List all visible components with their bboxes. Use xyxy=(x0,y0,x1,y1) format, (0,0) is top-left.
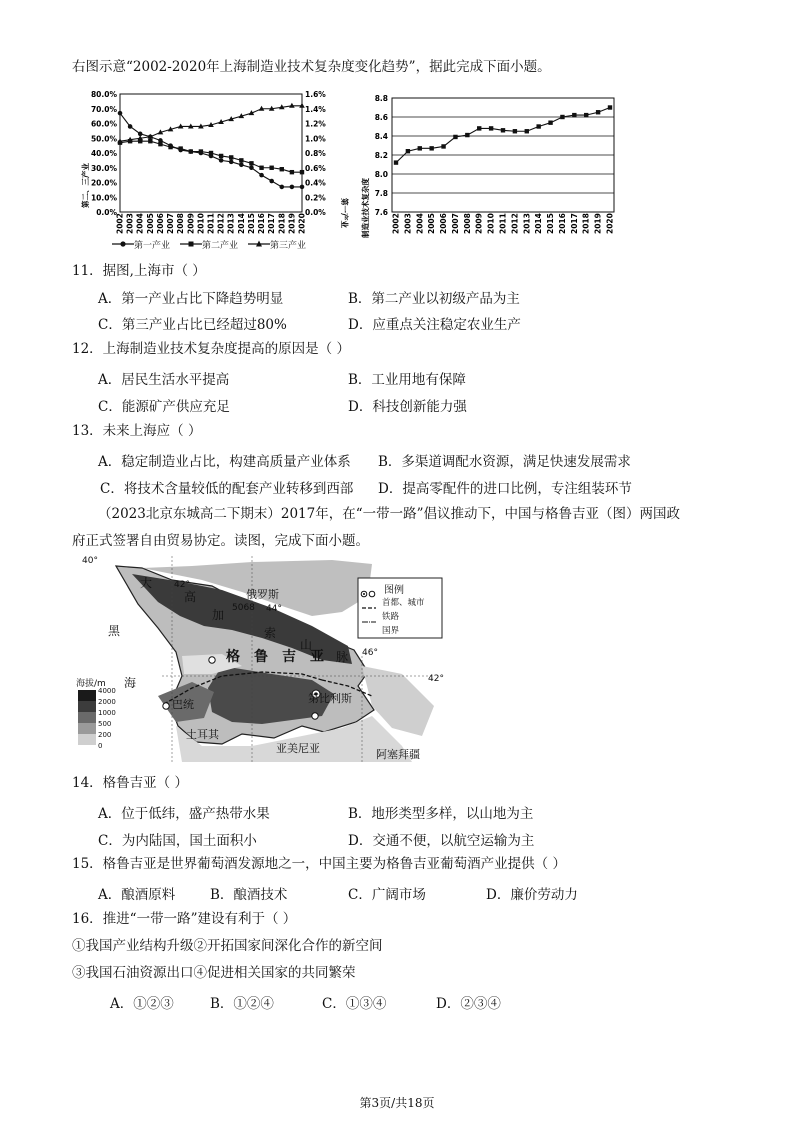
data-point xyxy=(453,135,457,139)
x-tick: 2020 xyxy=(297,213,307,234)
x-tick: 2016 xyxy=(557,213,567,234)
x-tick: 2014 xyxy=(236,213,246,234)
x-tick: 2003 xyxy=(125,213,135,234)
q12-option-d[interactable]: D．科技创新能力强 xyxy=(348,399,467,415)
tbilisi-label: 第比利斯 xyxy=(308,692,352,705)
data-point xyxy=(158,142,162,146)
q14-option-b[interactable]: B．地形类型多样，以山地为主 xyxy=(348,806,534,822)
x-tick: 2011 xyxy=(206,213,216,234)
lat-42: 42° xyxy=(428,674,444,684)
data-point xyxy=(465,133,469,137)
data-point xyxy=(300,170,304,174)
data-point xyxy=(128,124,133,129)
x-tick: 2010 xyxy=(196,213,206,234)
data-point xyxy=(501,128,505,132)
q13-option-b[interactable]: B．多渠道调配水资源，满足快速发展需求 xyxy=(378,454,631,470)
y-right-tick: 0.6% xyxy=(305,163,326,173)
mountain-label-6: 脉 xyxy=(336,650,349,664)
legend-title: 图例 xyxy=(384,585,404,596)
legend-primary xyxy=(112,238,170,251)
data-point xyxy=(572,113,576,117)
data-point xyxy=(229,155,233,159)
lon-42: 42° xyxy=(174,580,190,590)
data-point xyxy=(489,126,493,130)
data-point xyxy=(239,158,243,162)
y-left-tick: 0.0% xyxy=(96,208,117,217)
x-tick: 2009 xyxy=(186,213,196,234)
data-point xyxy=(525,129,529,133)
x-tick: 2014 xyxy=(534,213,544,234)
data-point xyxy=(536,124,540,128)
data-point xyxy=(418,146,422,150)
q14-option-d[interactable]: D．交通不便，以航空运输为主 xyxy=(348,833,535,849)
mountain-label-5: 山 xyxy=(300,638,313,652)
data-point xyxy=(259,173,264,178)
data-point xyxy=(394,160,398,164)
armenia-label: 亚美尼亚 xyxy=(276,742,320,755)
q15-option-a[interactable]: A．酿酒原料 xyxy=(98,887,176,903)
q16-option-b[interactable]: B．①②④ xyxy=(210,996,274,1012)
x-tick: 2015 xyxy=(546,213,556,234)
lon-46: 46° xyxy=(362,648,378,658)
x-tick: 2011 xyxy=(498,213,508,234)
y-left-tick: 60.0% xyxy=(90,119,117,129)
azerbaijan-label: 阿塞拜疆 xyxy=(376,748,420,761)
y-tick: 8.8 xyxy=(374,94,388,103)
data-point xyxy=(477,126,481,130)
y-left-tick: 30.0% xyxy=(90,163,117,173)
industry-share-chart xyxy=(80,88,349,258)
russia-label: 俄罗斯 xyxy=(246,588,279,601)
tech-complexity-chart xyxy=(354,88,624,248)
x-tick: 2018 xyxy=(277,213,287,234)
x-tick: 2012 xyxy=(216,213,226,234)
question-13: 13．未来上海应（ ） xyxy=(72,423,202,439)
data-point xyxy=(199,149,203,153)
data-point xyxy=(513,129,517,133)
data-point xyxy=(608,105,612,109)
q13-option-c[interactable]: C．将技术含量较低的配套产业转移到西部 xyxy=(100,481,354,497)
y-tick: 8.2 xyxy=(374,151,388,160)
q16-statements-1: ①我国产业结构升级②开拓国家间深化合作的新空间 xyxy=(72,938,383,954)
data-point xyxy=(269,166,273,170)
y-right-tick: 0.0% xyxy=(305,208,326,217)
y-tick: 8.6 xyxy=(374,113,388,122)
y-left-tick: 10.0% xyxy=(90,193,117,203)
page-footer: 第3页/共18页 xyxy=(359,1096,435,1110)
legend-secondary xyxy=(180,238,238,251)
x-tick: 2003 xyxy=(403,213,413,234)
intro-2a: （2023北京东城高二下期末）2017年，在“一带一路”倡议推动下，中国与格鲁吉亚（图）两国政 xyxy=(98,506,681,522)
x-tick: 2019 xyxy=(593,213,603,234)
black-sea-label: 黑 xyxy=(108,624,121,638)
y-left-tick: 50.0% xyxy=(90,134,117,144)
right-axis-label: 第一产业 xyxy=(340,198,349,228)
x-tick: 2017 xyxy=(569,213,579,234)
data-point xyxy=(229,160,234,165)
x-tick: 2004 xyxy=(135,213,145,234)
q11-option-d[interactable]: D．应重点关注稳定农业生产 xyxy=(348,317,521,333)
y-tick: 7.6 xyxy=(374,208,388,217)
data-point xyxy=(406,149,410,153)
legend-railway: 铁路 xyxy=(382,612,400,622)
elev-tick: 0 xyxy=(98,742,103,750)
x-tick: 2013 xyxy=(522,213,532,234)
georgia-label: 格 鲁 吉 亚 xyxy=(226,649,324,665)
question-15: 15．格鲁吉亚是世界葡萄酒发源地之一，中国主要为格鲁吉亚葡萄酒产业提供（ ） xyxy=(72,856,566,872)
legend-square-icon xyxy=(180,240,202,248)
x-tick: 2018 xyxy=(581,213,591,234)
data-point xyxy=(219,154,223,158)
y-right-tick: 1.0% xyxy=(305,134,326,144)
y-left-tick: 80.0% xyxy=(90,90,117,99)
data-point xyxy=(300,185,305,190)
x-tick: 2004 xyxy=(415,213,425,234)
question-12: 12．上海制造业技术复杂度提高的原因是（ ） xyxy=(72,341,350,357)
x-tick: 2005 xyxy=(145,213,155,234)
x-tick: 2008 xyxy=(176,213,186,234)
data-point xyxy=(148,139,152,143)
elevation-ticks xyxy=(98,686,116,752)
chart-legend xyxy=(112,238,306,251)
question-16: 16．推进“一带一路”建设有利于（ ） xyxy=(72,911,297,927)
q15-option-d[interactable]: D．廉价劳动力 xyxy=(486,887,578,903)
question-14: 14．格鲁吉亚（ ） xyxy=(72,775,188,791)
x-tick: 2008 xyxy=(462,213,472,234)
legend-circle-icon xyxy=(112,240,134,248)
q15-option-b[interactable]: B．酿酒技术 xyxy=(210,887,288,903)
complexity-line xyxy=(396,108,610,163)
legend-triangle-icon xyxy=(248,240,270,248)
data-point xyxy=(596,110,600,114)
data-point xyxy=(560,115,564,119)
y-right-tick: 0.4% xyxy=(305,178,326,188)
x-tick: 2002 xyxy=(115,213,125,234)
q12-option-c[interactable]: C．能源矿产供应充足 xyxy=(98,399,230,415)
elevation-title: 海拔/m xyxy=(76,679,106,689)
x-tick: 2020 xyxy=(605,213,615,234)
y-right-tick: 1.6% xyxy=(305,90,326,99)
elev-tick: 1000 xyxy=(98,709,116,717)
intro-text: 右图示意“2002-2020年上海制造业技术复杂度变化趋势”，据此完成下面小题。 xyxy=(72,59,551,75)
data-point xyxy=(259,166,263,170)
x-tick: 2019 xyxy=(287,213,297,234)
q13-option-d[interactable]: D．提高零配件的进口比例，专注组装环节 xyxy=(378,481,632,497)
data-point xyxy=(209,151,213,155)
data-point xyxy=(290,170,294,174)
data-point xyxy=(269,179,274,184)
q16-option-a[interactable]: A．①②③ xyxy=(110,996,174,1012)
x-tick: 2005 xyxy=(427,213,437,234)
y-tick: 8.4 xyxy=(374,132,388,141)
x-tick: 2017 xyxy=(267,213,277,234)
legend-label: 第二产业 xyxy=(202,241,239,251)
x-tick: 2006 xyxy=(439,213,449,234)
data-point xyxy=(279,185,284,190)
data-point xyxy=(249,165,254,170)
legend-city: 首都、城市 xyxy=(382,598,425,608)
sea-label: 海 xyxy=(124,676,137,690)
mountain-label-2: 高 xyxy=(184,590,197,604)
peak-elevation: 5068 xyxy=(232,603,255,613)
data-point xyxy=(280,167,284,171)
y-left-tick: 70.0% xyxy=(90,104,117,114)
complexity-axis-label: 制造业技术复杂度 xyxy=(361,178,370,238)
q11-option-b[interactable]: B．第二产业以初级产品为主 xyxy=(348,291,520,307)
q12-option-b[interactable]: B．工业用地有保障 xyxy=(348,372,466,388)
x-tick: 2012 xyxy=(510,213,520,234)
x-tick: 2009 xyxy=(474,213,484,234)
y-left-tick: 40.0% xyxy=(90,149,117,158)
legend-border: 国界 xyxy=(382,626,400,636)
q13-option-a[interactable]: A．稳定制造业占比，构建高质量产业体系 xyxy=(98,454,351,470)
legend-tertiary xyxy=(248,238,306,251)
q15-option-c[interactable]: C．广阔市场 xyxy=(348,887,426,903)
data-point xyxy=(219,158,224,163)
x-tick: 2013 xyxy=(226,213,236,234)
y-right-tick: 0.2% xyxy=(305,193,326,203)
mountain-label-4: 索 xyxy=(264,626,277,640)
y-right-tick: 1.4% xyxy=(305,104,326,114)
data-point xyxy=(441,144,445,148)
data-point xyxy=(189,149,193,153)
lat-40: 40° xyxy=(82,556,98,566)
q11-option-c[interactable]: C．第三产业占比已经超过80% xyxy=(98,317,287,333)
turkey-label: 土耳其 xyxy=(186,728,219,741)
mountain-label-1: 大 xyxy=(140,576,153,590)
x-tick: 2015 xyxy=(246,213,256,234)
question-11: 11．据图,上海市（ ） xyxy=(72,263,206,279)
q12-option-a[interactable]: A．居民生活水平提高 xyxy=(98,372,230,388)
batumi-label: 巴统 xyxy=(172,698,194,711)
data-point xyxy=(249,161,253,165)
mountain-label-3: 加 xyxy=(212,608,225,622)
data-point xyxy=(290,185,295,190)
y-right-tick: 1.2% xyxy=(305,119,326,129)
data-point xyxy=(178,146,182,150)
data-point xyxy=(548,121,552,125)
elev-tick: 200 xyxy=(98,731,112,739)
y-left-tick: 20.0% xyxy=(90,178,117,188)
legend-label: 第一产业 xyxy=(134,241,171,251)
q16-option-d[interactable]: D．②③④ xyxy=(436,996,501,1012)
data-point xyxy=(429,146,433,150)
q14-option-a[interactable]: A．位于低纬，盛产热带水果 xyxy=(98,806,270,822)
y-tick: 8.0 xyxy=(374,170,388,179)
q11-option-a[interactable]: A．第一产业占比下降趋势明显 xyxy=(98,291,284,307)
y-right-tick: 0.8% xyxy=(305,149,326,158)
elev-tick: 4000 xyxy=(98,687,116,695)
q16-option-c[interactable]: C．①③④ xyxy=(322,996,387,1012)
legend-label: 第三产业 xyxy=(270,241,307,251)
data-point xyxy=(168,145,172,149)
x-tick: 2002 xyxy=(391,213,401,234)
intro-2b: 府正式签署自由贸易协定。读图，完成下面小题。 xyxy=(72,533,369,549)
x-tick: 2007 xyxy=(450,213,460,234)
y-tick: 7.8 xyxy=(374,189,388,198)
data-point xyxy=(239,163,244,168)
data-point xyxy=(118,111,123,116)
lon-44: 44° xyxy=(266,604,282,614)
q14-option-c[interactable]: C．为内陆国，国土面积小 xyxy=(98,833,257,849)
elevation-legend xyxy=(78,690,96,745)
elev-tick: 2000 xyxy=(98,698,116,706)
elev-tick: 500 xyxy=(98,720,112,728)
x-tick: 2006 xyxy=(155,213,165,234)
data-point xyxy=(584,113,588,117)
x-tick: 2007 xyxy=(166,213,176,234)
left-axis-label: 第二、三产业 xyxy=(81,163,90,208)
q16-statements-2: ③我国石油资源出口④促进相关国家的共同繁荣 xyxy=(72,965,356,981)
x-tick: 2016 xyxy=(257,213,267,234)
x-tick: 2010 xyxy=(486,213,496,234)
